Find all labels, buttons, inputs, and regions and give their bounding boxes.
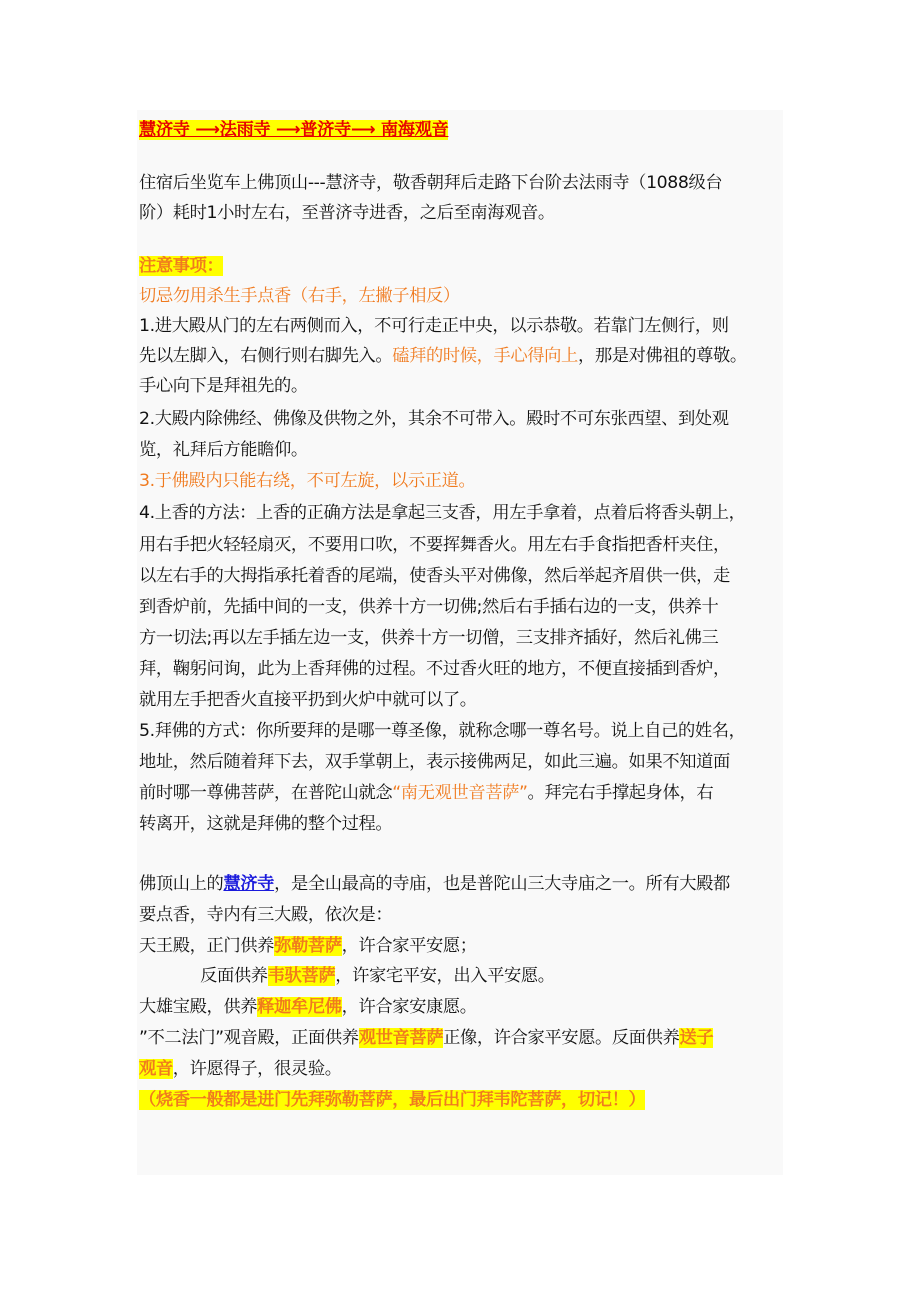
highlighted-text: 弥勒菩萨 [274, 936, 342, 956]
text-line [139, 809, 392, 839]
body-text: 地址，然后随着拜下去，双手掌朝上，表示接佛两足，如此三遍。如果不知道面 [139, 752, 730, 772]
text-line [139, 747, 730, 777]
text-line [139, 168, 722, 198]
highlighted-text: 送子 [679, 1028, 714, 1048]
body-text: ，许愿得子，很灵验。 [172, 1059, 342, 1079]
text-line [139, 435, 308, 465]
text-line [139, 623, 718, 653]
text-line [139, 466, 475, 496]
body-text: 反面供养 [139, 966, 268, 986]
body-text: ，许合家安康愿。 [341, 997, 477, 1017]
emphasis-text: 3.于佛殿内只能右绕，不可左旋，以示正道。 [139, 471, 476, 491]
body-text: 1.进大殿从门的左右两侧而入，不可行走正中央，以示恭敬。若靠门左侧行，则 [139, 316, 729, 336]
text-line [139, 1023, 713, 1053]
text-line [139, 251, 223, 281]
text-line [139, 1054, 342, 1084]
body-text: 以左右手的大拇指承托着香的尾端，使香头平对佛像，然后举起齐眉供一供，走 [139, 566, 730, 586]
body-text: 览，礼拜后方能瞻仰。 [139, 440, 308, 460]
body-text: ，许合家平安愿； [341, 936, 477, 956]
body-text: 佛顶山上的 [139, 874, 224, 894]
text-line [139, 931, 477, 961]
text-line [139, 311, 729, 341]
body-text: ，是全山最高的寺庙，也是普陀山三大寺庙之一。所有大殿都 [274, 874, 730, 894]
highlighted-text: 观世音菩萨 [358, 1028, 444, 1048]
body-text: 拜，鞠躬问询，此为上香拜佛的过程。不过香火旺的地方，不便直接插到香炉， [139, 659, 730, 679]
body-text: ，许家宅平安，出入平安愿。 [335, 966, 555, 986]
text-line [139, 341, 747, 371]
text-line [139, 961, 555, 991]
body-text: 前时哪一尊佛菩萨，在普陀山就念 [139, 783, 393, 803]
body-text: ，那是对佛祖的尊敬。 [577, 346, 747, 366]
body-text: 大雄宝殿，供养 [139, 997, 258, 1017]
text-line [139, 371, 308, 401]
body-text: 到香炉前，先插中间的一支，供养十方一切佛;然后右手插右边的一支，供养十 [139, 597, 719, 617]
highlighted-text: 韦驮菩萨 [267, 966, 336, 986]
highlighted-text: 释迦牟尼佛 [257, 997, 342, 1017]
emphasis-text: 磕拜的时候，手心得向上 [392, 346, 578, 366]
text-line [139, 685, 477, 715]
emphasis-text: 切忌勿用杀生手点香（右手，左撇子相反） [139, 286, 460, 306]
body-text: 先以左脚入，右侧行则右脚先入。 [139, 346, 393, 366]
emphasis-text: “南无观世音菩萨” [392, 783, 528, 803]
text-line [139, 592, 718, 622]
body-text: 天王殿，正门供养 [139, 936, 275, 956]
body-text: 5.拜佛的方式：你所要拜的是哪一尊圣像，就称念哪一尊名号。说上自己的姓名， [139, 721, 746, 741]
highlighted-text: （烧香一般都是进门先拜弥勒菩萨，最后出门拜韦陀菩萨，切记！） [139, 1090, 646, 1110]
body-text: 要点香，寺内有三大殿，依次是： [139, 905, 393, 925]
body-text: 2.大殿内除佛经、佛像及供物之外，其余不可带入。殿时不可东张西望、到处观 [139, 409, 729, 429]
text-line [139, 869, 730, 899]
body-text: 转离开，这就是拜佛的整个过程。 [139, 814, 393, 834]
body-text: 就用左手把香火直接平扔到火炉中就可以了。 [139, 690, 477, 710]
text-line [139, 992, 477, 1022]
text-line [139, 778, 713, 808]
temple-link[interactable]: 慧济寺 [223, 874, 275, 894]
text-line [139, 198, 555, 228]
route-title [139, 115, 448, 145]
body-text: ”不二法门”观音殿，正面供养 [139, 1028, 359, 1048]
text-line [139, 281, 460, 311]
body-text: 手心向下是拜祖先的。 [139, 376, 308, 396]
title-text: 慧济寺 ⟶法雨寺 ⟶普济寺⟶ 南海观音 [139, 120, 449, 140]
body-text: 阶）耗时1小时左右，至普济寺进香，之后至南海观音。 [139, 203, 555, 223]
text-line [139, 1085, 645, 1115]
text-line [139, 716, 746, 746]
text-line [139, 530, 730, 560]
body-text: 。拜完右手撑起身体，右 [527, 783, 714, 803]
text-line [139, 498, 746, 528]
body-text: 4.上香的方法：上香的正确方法是拿起三支香，用左手拿着，点着后将香头朝上， [139, 503, 746, 523]
highlighted-text: 观音 [139, 1059, 173, 1079]
text-line [139, 654, 730, 684]
body-text: 方一切法;再以左手插左边一支，供养十方一切僧，三支排齐插好，然后礼佛三 [139, 628, 719, 648]
text-line [139, 561, 730, 591]
body-text: 用右手把火轻轻扇灭，不要用口吹，不要挥舞香火。用左右手食指把香杆夹住， [139, 535, 730, 555]
body-text: 正像，许合家平安愿。反面供养 [443, 1028, 680, 1048]
highlighted-text: 注意事项： [139, 256, 224, 276]
text-line [139, 404, 729, 434]
body-text: 住宿后坐览车上佛顶山---慧济寺，敬香朝拜后走路下台阶去法雨寺（1088级台 [139, 173, 723, 193]
text-line [139, 900, 392, 930]
